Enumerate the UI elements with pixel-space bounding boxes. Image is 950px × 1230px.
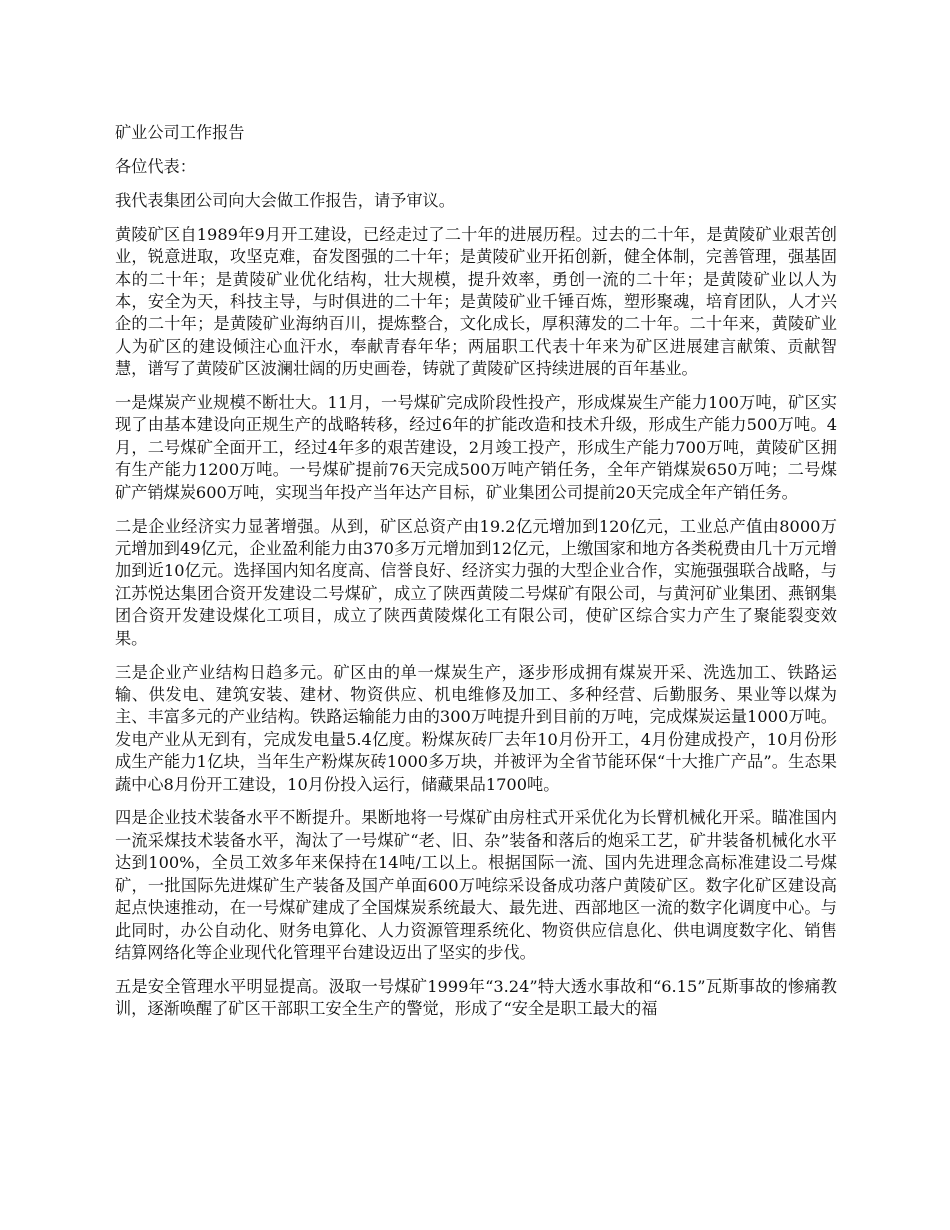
document-body bbox=[115, 122, 837, 1032]
paragraph-safety: 五是安全管理水平明显提高。汲取一号煤矿1999年“3.24”特大透水事故和“6.15”瓦斯事故的惨痛教训，逐渐唤醒了矿区干部职工安全生产的警觉，形成了“安全是职工最大的福 bbox=[115, 976, 837, 1019]
paragraph-technology: 四是企业技术装备水平不断提升。果断地将一号煤矿由房柱式开采优化为长臂机械化开采。瞄准国内一流采煤技术装备水平，淘汰了一号煤矿“老、旧、杂”装备和落后的炮采工艺，矿井装备机械化水平达到100%，全员工效多年来保持在14吨/工以上。根据国际一流、国内先进理念高标准建设二号煤矿，一批国际先进煤矿生产装备及国产单面600万吨综采设备成功落户黄陵矿区。数字化矿区建设高起点快速推动，在一号煤矿建成了全国煤炭系统最大、最先进、西部地区一流的数字化调度中心。与此同时，办公自动化、财务电算化、人力资源管理系统化、物资供应信息化、供电调度数字化、销售结算网络化等企业现代化管理平台建设迈出了坚实的步伐。 bbox=[115, 808, 837, 962]
paragraph-history: 黄陵矿区自1989年9月开工建设，已经走过了二十年的进展历程。过去的二十年，是黄陵矿业艰苦创业，锐意进取，攻坚克难，奋发图强的二十年；是黄陵矿业开拓创新，健全体制，完善管理，强基固本的二十年；是黄陵矿业优化结构，壮大规模，提升效率，勇创一流的二十年；是黄陵矿业以人为本，安全为天，科技主导，与时俱进的二十年；是黄陵矿业千锤百炼，塑形聚魂，培育团队，人才兴企的二十年；是黄陵矿业海纳百川，提炼整合，文化成长，厚积薄发的二十年。二十年来，黄陵矿业人为矿区的建设倾注心血汗水，奉献青春年华；两届职工代表十年来为矿区进展建言献策、贡献智慧，谱写了黄陵矿区波澜壮阔的历史画卷，铸就了黄陵矿区持续进展的百年基业。 bbox=[115, 224, 837, 379]
paragraph-economic-strength: 二是企业经济实力显著增强。从到，矿区总资产由19.2亿元增加到120亿元，工业总产值由8000万元增加到49亿元，企业盈利能力由370多万元增加到12亿元，上缴国家和地方各类税费由几十万元增加到近10亿元。选择国内知名度高、信誉良好、经济实力强的大型企业合作，实施强强联合战略，与江苏悦达集团合资开发建设二号煤矿，成立了陕西黄陵二号煤矿有限公司，与黄河矿业集团、燕钢集团合资开发建设煤化工项目，成立了陕西黄陵煤化工有限公司，使矿区综合实力产生了聚能裂变效果。 bbox=[115, 516, 837, 648]
salutation: 各位代表： bbox=[115, 156, 196, 176]
paragraph-coal-scale: 一是煤炭产业规模不断壮大。11月，一号煤矿完成阶段性投产，形成煤炭生产能力100万吨，矿区实现了由基本建设向正规生产的战略转移，经过6年的扩能改造和技术升级，形成生产能力500万吨。4月，二号煤矿全面开工，经过4年多的艰苦建设，2月竣工投产，形成生产能力700万吨，黄陵矿区拥有生产能力1200万吨。一号煤矿提前76天完成500万吨产销任务，全年产销煤炭650万吨；二号煤矿产销煤炭600万吨，实现当年投产当年达产目标，矿业集团公司提前20天完成全年产销任务。 bbox=[115, 393, 837, 502]
paragraph-industry-structure: 三是企业产业结构日趋多元。矿区由的单一煤炭生产，逐步形成拥有煤炭开采、洗选加工、铁路运输、供发电、建筑安装、建材、物资供应、机电维修及加工、多种经营、后勤服务、果业等以煤为主、丰富多元的产业结构。铁路运输能力由的300万吨提升到目前的万吨，完成煤炭运量1000万吨。发电产业从无到有，完成发电量5.4亿度。粉煤灰砖厂去年10月份开工，4月份建成投产，10月份形成生产能力1亿块，当年生产粉煤灰砖1000多万块，并被评为全省节能环保“十大推广产品”。生态果蔬中心8月份开工建设，10月份投入运行，储藏果品1700吨。 bbox=[115, 662, 837, 794]
intro-paragraph: 我代表集团公司向大会做工作报告，请予审议。 bbox=[115, 190, 455, 210]
document-title: 矿业公司工作报告 bbox=[115, 123, 245, 142]
